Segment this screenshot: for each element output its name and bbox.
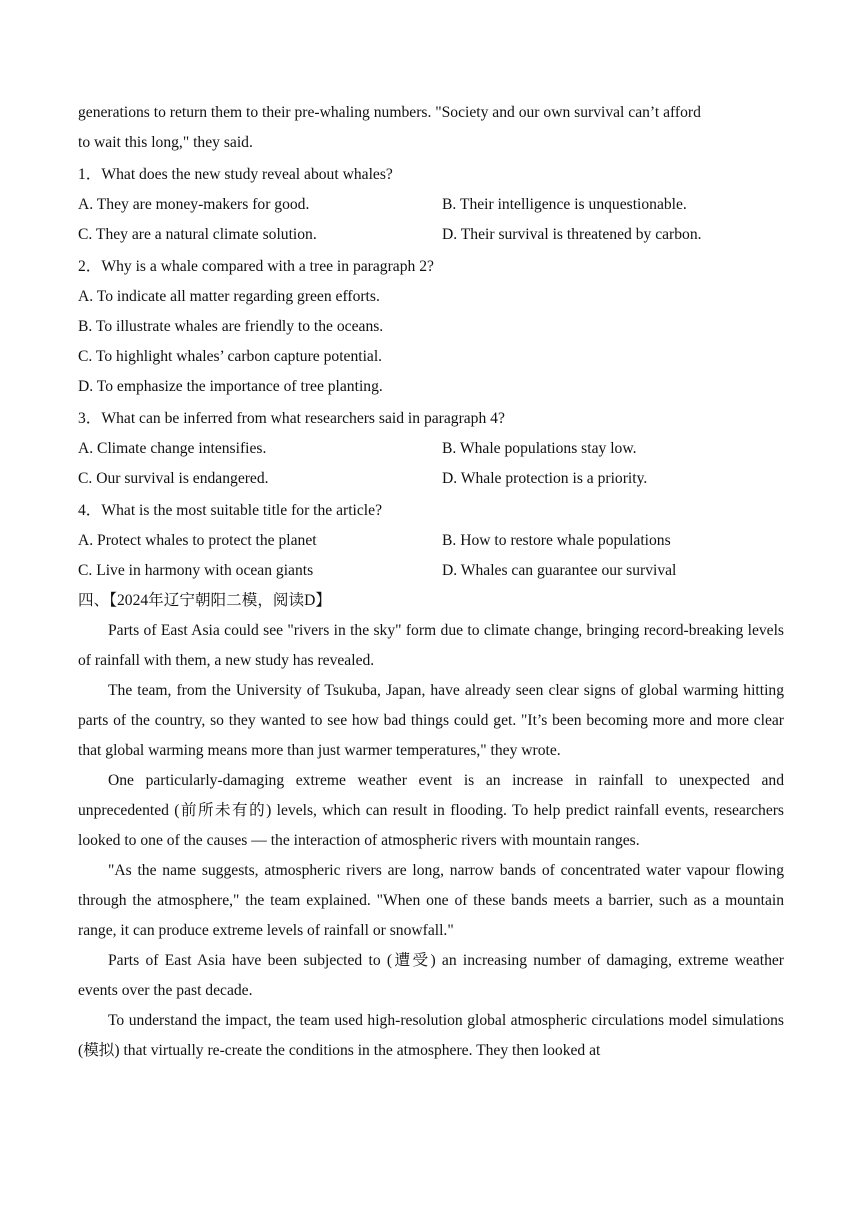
intro-line-1: generations to return them to their pre-whaling numbers. "Society and our own survival can’t afford [78, 104, 701, 121]
document-page [78, 98, 784, 1066]
option-c: C. They are a natural climate solution. [78, 226, 317, 243]
question-stem: 4．What is the most suitable title for the article? [78, 502, 382, 519]
option-row [78, 190, 784, 220]
option-a: A. Protect whales to protect the planet [78, 532, 317, 549]
option-b: B. How to restore whale populations [442, 532, 671, 549]
passage-paragraph-1: Parts of East Asia could see "rivers in the sky" form due to climate change, bringing record-breaking levels of rainfall with them, a new study has revealed. [78, 622, 784, 669]
option-c: C. To highlight whales’ carbon capture potential. [78, 348, 383, 365]
passage-paragraph-2: The team, from the University of Tsukuba, Japan, have already seen clear signs of global warming hitting parts of the country, so they wanted to see how bad things could get. "It’s been becoming more and more clear that global warming means more than just warmer temperatures," they wrote. [78, 682, 784, 759]
question-4 [78, 496, 784, 586]
question-stem: 3．What can be inferred from what researchers said in paragraph 4? [78, 410, 505, 427]
question-stem: 1．What does the new study reveal about whales? [78, 166, 393, 183]
option-a: A. To indicate all matter regarding green efforts. [78, 288, 380, 305]
option-b: B. To illustrate whales are friendly to the oceans. [78, 318, 384, 335]
intro-line-2: to wait this long," they said. [78, 134, 253, 151]
passage-paragraph-5: Parts of East Asia have been subjected to (遭受) an increasing number of damaging, extreme weather events over the past decade. [78, 952, 784, 999]
question-2 [78, 252, 784, 402]
option-row [78, 434, 784, 464]
option-d: D. Whale protection is a priority. [442, 470, 648, 487]
option-row [78, 220, 784, 250]
option-a: A. They are money-makers for good. [78, 196, 310, 213]
option-row [78, 526, 784, 556]
option-d: D. Whales can guarantee our survival [442, 562, 677, 579]
section-heading: 四、【2024年辽宁朝阳二模，阅读D】 [78, 592, 331, 609]
option-c: C. Live in harmony with ocean giants [78, 562, 314, 579]
option-d: D. Their survival is threatened by carbon. [442, 226, 702, 243]
option-row [78, 464, 784, 494]
option-a: A. Climate change intensifies. [78, 440, 267, 457]
passage [78, 616, 784, 1066]
question-3 [78, 404, 784, 494]
question-stem: 2．Why is a whale compared with a tree in paragraph 2? [78, 258, 434, 275]
option-row [78, 556, 784, 586]
option-d: D. To emphasize the importance of tree planting. [78, 378, 383, 395]
intro-text [78, 98, 784, 158]
passage-paragraph-4: "As the name suggests, atmospheric rivers are long, narrow bands of concentrated water vapour flowing through the atmosphere," the team explained. "When one of these bands meets a barrier, such as a mountain range, it can produce extreme levels of rainfall or snowfall." [78, 862, 784, 939]
passage-paragraph-3: One particularly-damaging extreme weather event is an increase in rainfall to unexpected and unprecedented (前所未有的) levels, which can result in flooding. To help predict rainfall events, researchers looked to one of the causes — the interaction of atmospheric rivers with mountain ranges. [78, 772, 784, 849]
question-1 [78, 160, 784, 250]
option-b: B. Whale populations stay low. [442, 440, 637, 457]
option-c: C. Our survival is endangered. [78, 470, 269, 487]
option-b: B. Their intelligence is unquestionable. [442, 196, 687, 213]
passage-paragraph-6: To understand the impact, the team used high-resolution global atmospheric circulations model simulations (模拟) that virtually re-create the conditions in the atmosphere. They then looked at [78, 1012, 784, 1059]
